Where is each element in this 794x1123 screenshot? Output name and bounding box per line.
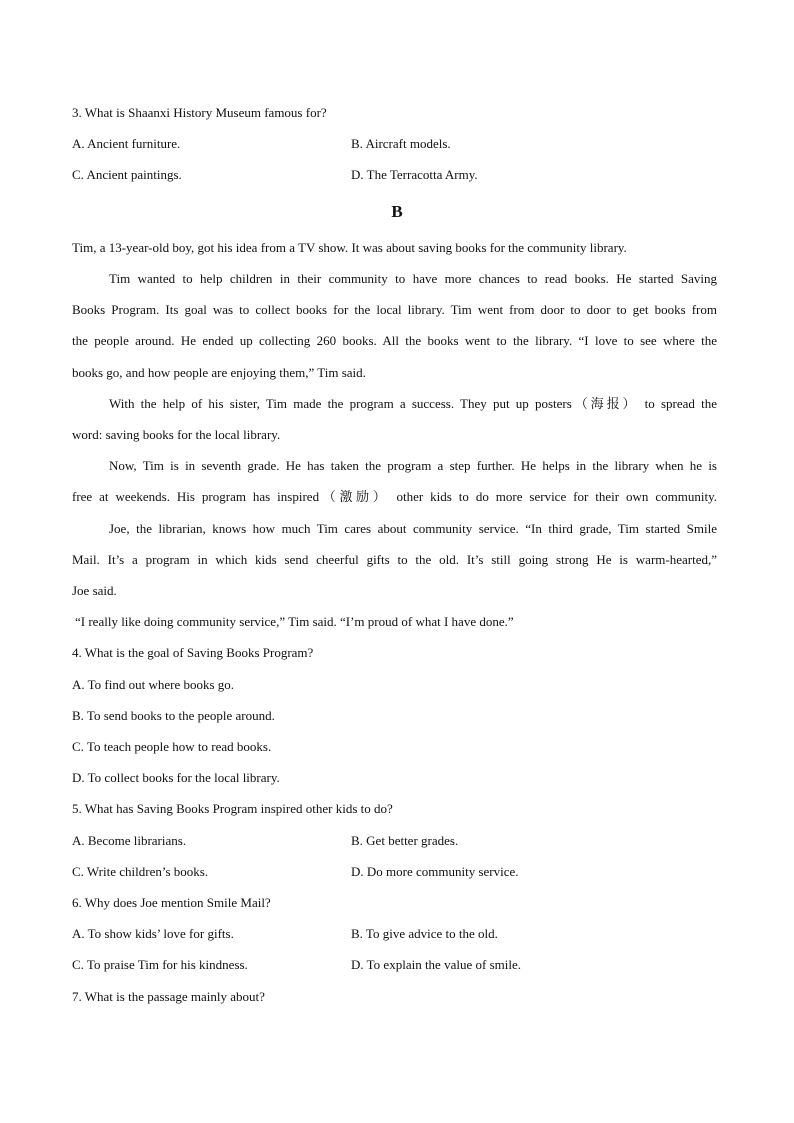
passage-line-4: the people around. He ended up collecting 260 books. All the books went to the library. “I love to see where the	[72, 333, 717, 348]
question-3: 3. What is Shaanxi History Museum famous for?	[72, 105, 327, 120]
q4-option-a: A. To find out where books go.	[72, 677, 235, 692]
passage-line-5: books go, and how people are enjoying them,” Tim said.	[72, 365, 366, 380]
question-4: 4. What is the goal of Saving Books Program?	[72, 645, 314, 660]
passage-line-12: Joe said.	[72, 583, 117, 598]
exam-page	[72, 0, 722, 1123]
q6-option-b: B. To give advice to the old.	[351, 926, 498, 941]
q5-option-b: B. Get better grades.	[351, 833, 459, 848]
q4-option-b: B. To send books to the people around.	[72, 708, 275, 723]
q6-option-d: D. To explain the value of smile.	[351, 957, 521, 972]
q3-option-a: A. Ancient furniture.	[72, 136, 181, 151]
passage-line-10: Joe, the librarian, knows how much Tim cares about community service. “In third grade, Tim started Smile	[109, 521, 717, 536]
question-7: 7. What is the passage mainly about?	[72, 989, 265, 1004]
q3-option-c: C. Ancient paintings.	[72, 167, 182, 182]
passage-line-8: Now, Tim is in seventh grade. He has taken the program a step further. He helps in the library when he is	[109, 458, 717, 473]
passage-line-3: Books Program. Its goal was to collect books for the local library. Tim went from door to door to get books from	[72, 302, 717, 317]
q5-option-c: C. Write children’s books.	[72, 864, 209, 879]
passage-line-7: word: saving books for the local library.	[72, 427, 281, 442]
q5-option-a: A. Become librarians.	[72, 833, 187, 848]
q5-option-d: D. Do more community service.	[351, 864, 519, 879]
q4-option-c: C. To teach people how to read books.	[72, 739, 272, 754]
question-6: 6. Why does Joe mention Smile Mail?	[72, 895, 271, 910]
section-b-title: B	[391, 202, 403, 221]
q3-option-d: D. The Terracotta Army.	[351, 167, 478, 182]
passage-line-6: With the help of his sister, Tim made the program a success. They put up posters（海报） to spread the	[109, 396, 717, 411]
passage-line-1: Tim, a 13-year-old boy, got his idea from a TV show. It was about saving books for the community library.	[72, 240, 627, 255]
question-5: 5. What has Saving Books Program inspired other kids to do?	[72, 801, 393, 816]
q6-option-c: C. To praise Tim for his kindness.	[72, 957, 248, 972]
passage-line-13: “I really like doing community service,” Tim said. “I’m proud of what I have done.”	[75, 614, 514, 629]
q4-option-d: D. To collect books for the local library.	[72, 770, 280, 785]
q6-option-a: A. To show kids’ love for gifts.	[72, 926, 234, 941]
passage-line-9: free at weekends. His program has inspired（激励） other kids to do more service for their own community.	[72, 489, 717, 504]
passage-line-11: Mail. It’s a program in which kids send cheerful gifts to the old. It’s still going strong He is warm-hearted,”	[72, 552, 717, 567]
passage-line-2: Tim wanted to help children in their community to have more chances to read books. He started Saving	[109, 271, 717, 286]
q3-option-b: B. Aircraft models.	[351, 136, 451, 151]
